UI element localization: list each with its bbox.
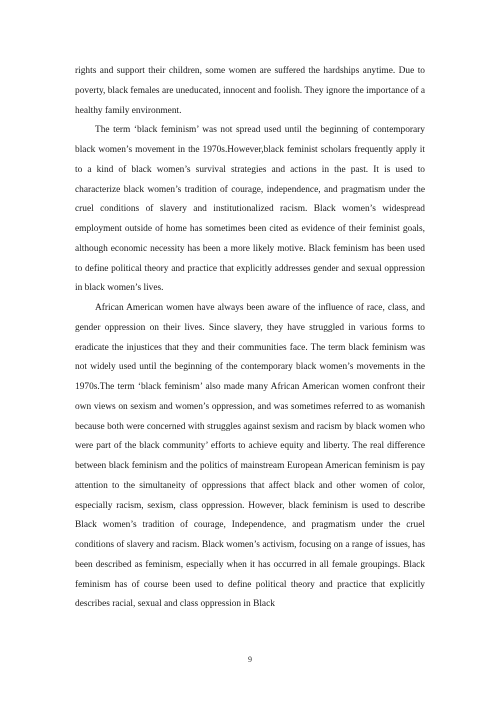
page-number: 9 [248,655,252,664]
page-body [75,62,425,615]
paragraph-2: The term ‘black feminism’ was not spread used until the beginning of contemporary black women’s movement in the 1970s.However,black feminist scholars frequently apply it to a kind of black women’s survival strategies and actions in the past. It is used to characterize black women’s tradition of courage, independence, and pragmatism under the cruel conditions of slavery and institutionalized racism. Black women’s widespread employment outside of home has sometimes been cited as evidence of their feminist goals, although economic necessity has been a more likely motive. Black feminism has been used to define political theory and practice that explicitly addresses gender and sexual oppression in black women’s lives. [75,125,425,294]
paragraph-3: African American women have always been aware of the influence of race, class, and gender oppression on their lives. Since slavery, they have struggled in various forms to eradicate the injustices that they and their communities face. The term black feminism was not widely used until the beginning of the contemporary black women’s movements in the 1970s.The term ‘black feminism’ also made many African American women confront their own views on sexism and women’s oppression, and was sometimes referred to as womanish because both were concerned with struggles against sexism and racism by black women who were part of the black community’ efforts to achieve equity and liberty. The real difference between black feminism and the politics of mainstream European American feminism is pay attention to the simultaneity of oppressions that affect black and other women of color, especially racism, sexism, class oppression. However, black feminism is used to describe Black women’s tradition of courage, Independence, and pragmatism under the cruel conditions of slavery and racism. Black women’s activism, focusing on a range of issues, has been described as feminism, especially when it has occurred in all female groupings. Black feminism has of course been used to define political theory and practice that explicitly describes racial, sexual and class oppression in Black [75,303,425,610]
paragraph-1: rights and support their children, some women are suffered the hardships anytime. Due to poverty, black females are uneducated, innocent and foolish. They ignore the importance of a healthy family environment. [75,66,425,116]
